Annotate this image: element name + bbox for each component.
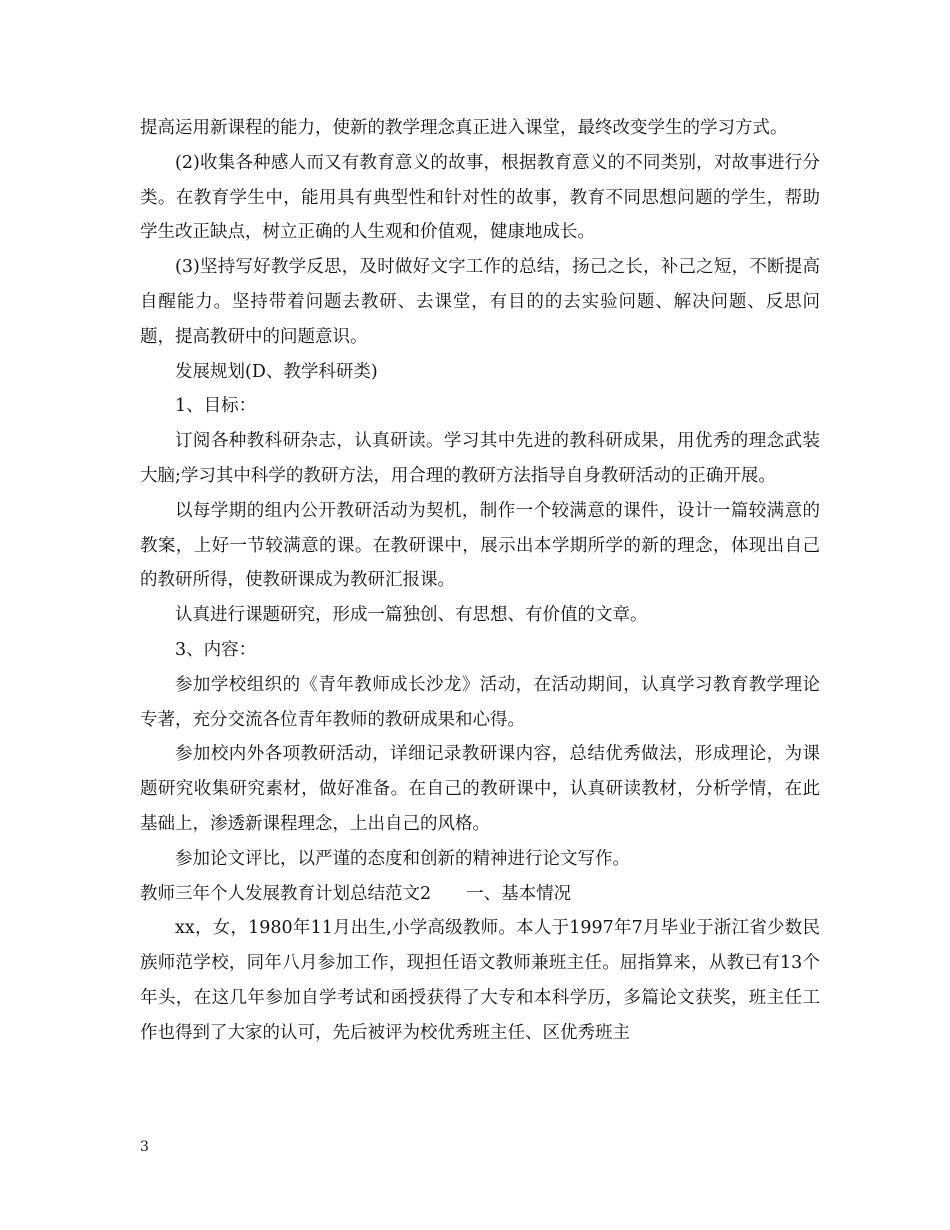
page-number: 3	[140, 1139, 149, 1155]
paragraph: 发展规划(D、教学科研类)	[175, 361, 378, 382]
paragraph: 订阅各种教科研杂志，认真研读。学习其中先进的教科研成果，用优秀的理念武装大脑;学习其中科学的教研方法，用合理的教研方法指导自身教研活动的正确开展。	[140, 431, 820, 486]
paragraph: 3、内容：	[175, 639, 257, 660]
paragraph: (2)收集各种感人而又有教育意义的故事，根据教育意义的不同类别，对故事进行分类。在教育学生中，能用具有典型性和针对性的故事，教育不同思想问题的学生，帮助学生改正缺点，树立正确的人生观和价值观，健康地成长。	[140, 152, 820, 243]
document-body	[140, 111, 820, 1051]
paragraph: 认真进行课题研究，形成一篇独创、有思想、有价值的文章。	[175, 605, 648, 626]
paragraph: 参加学校组织的《青年教师成长沙龙》活动，在活动期间，认真学习教育教学理论专著，充分交流各位青年教师的教研成果和心得。	[140, 674, 820, 730]
paragraph: (3)坚持写好教学反思，及时做好文字工作的总结，扬己之长，补己之短，不断提高自醒能力。坚持带着问题去教研、去课堂，有目的的去实验问题、解决问题、反思问题，提高教研中的问题意识。	[140, 257, 820, 347]
paragraph: 以每学期的组内公开教研活动为契机，制作一个较满意的课件，设计一篇较满意的教案，上好一节较满意的课。在教研课中，展示出本学期所学的新的理念，体现出自己的教研所得，使教研课成为教研汇报课。	[140, 500, 820, 591]
paragraph: 教师三年个人发展教育计划总结范文2 一、基本情况	[140, 883, 572, 904]
paragraph: 提高运用新课程的能力，使新的教学理念真正进入课堂，最终改变学生的学习方式。	[140, 118, 788, 138]
paragraph: 参加校内外各项教研活动，详细记录教研课内容，总结优秀做法，形成理论，为课题研究收集研究素材，做好准备。在自己的教研课中，认真研读教材，分析学情，在此基础上，渗透新课程理念，上出自己的风格。	[140, 744, 820, 834]
paragraph: 参加论文评比，以严谨的态度和创新的精神进行论文写作。	[175, 848, 630, 869]
paragraph: xx，女，1980年11月出生,小学高级教师。本人于1997年7月毕业于浙江省少数民族师范学校，同年八月参加工作，现担任语文教师兼班主任。屈指算来，从教已有13个年头，在这几年参加自学考试和函授获得了大专和本科学历，多篇论文获奖，班主任工作也得到了大家的认可，先后被评为校优秀班主任、区优秀班主	[140, 918, 820, 1043]
paragraph: 1、目标：	[175, 396, 257, 417]
